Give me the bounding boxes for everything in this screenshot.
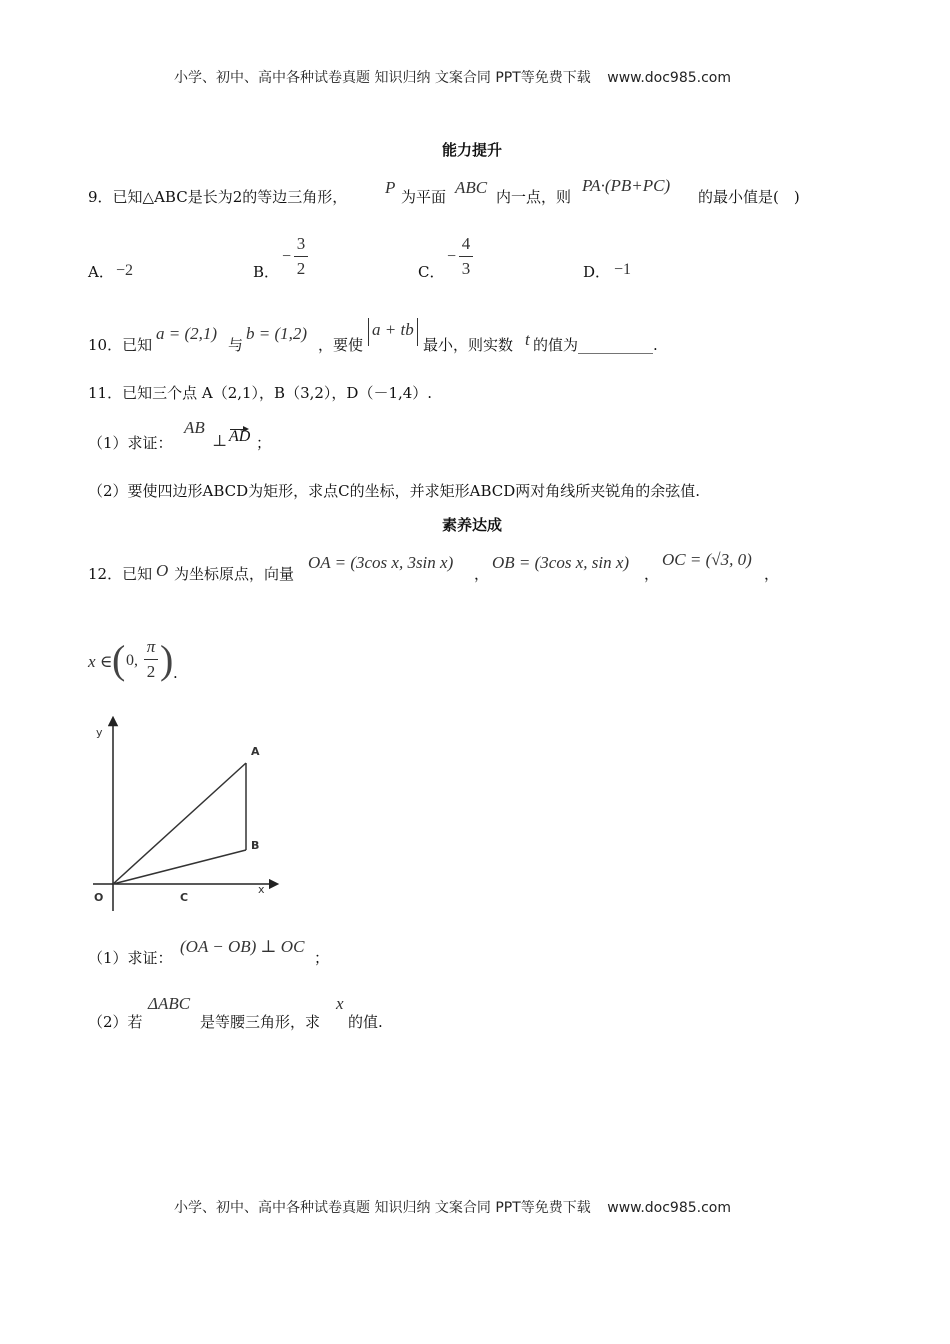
q12-part2-start: （2）若 — [88, 1013, 143, 1031]
fraction-bar — [459, 256, 473, 257]
footer-text: 小学、初中、高中各种试卷真题 知识归纳 文案合同 PPT等免费下载 — [174, 1200, 591, 1216]
left-paren: ( — [112, 637, 126, 682]
q9-option-b-sign: − — [282, 248, 292, 265]
q12-part1-end: ； — [314, 949, 330, 967]
q9-option-a-label: A． — [88, 263, 114, 281]
fig-a-label: A — [251, 745, 260, 758]
section-title-ability: 能力提升 — [442, 141, 503, 159]
q12-vector-oc: OC = (√3, 0) — [662, 550, 752, 569]
q10-variable-t: t — [525, 330, 530, 349]
q12-stem-start: 12．已知 — [88, 565, 153, 583]
fraction-bar — [294, 256, 308, 257]
q12-two: 2 — [146, 662, 156, 681]
section-title-literacy: 素养达成 — [442, 516, 503, 534]
q12-part2-isosceles: 是等腰三角形，求 — [200, 1013, 321, 1031]
q9-option-d-label: D． — [583, 263, 611, 281]
segment-oa — [113, 763, 246, 884]
q9-text-min: 的最小值是( ) — [698, 188, 800, 206]
q9-option-c-label: C． — [418, 263, 445, 281]
coordinate-figure — [86, 715, 286, 915]
q9-option-b-denominator: 2 — [296, 259, 306, 278]
q12-part1-label: （1）求证： — [88, 949, 173, 967]
fig-y-label: y — [96, 726, 103, 739]
q12-vector-ob: OB = (3cos x, sin x) — [492, 553, 630, 572]
q12-period: . — [173, 664, 178, 682]
q11-vector-ad — [229, 428, 250, 446]
q12-part1-expression: (OA − OB) ⊥ OC — [180, 937, 305, 956]
q11-vector-ab: AB — [184, 418, 205, 437]
q9-option-c-sign: − — [447, 248, 457, 265]
q9-option-b-numerator: 3 — [296, 234, 306, 253]
q12-triangle-abc: ΔABC — [148, 994, 191, 1013]
q9-point-p: P — [385, 178, 396, 197]
q9-expression: PA·(PB+PC) — [582, 176, 671, 195]
fig-o-label: O — [94, 891, 104, 904]
q12-comma-2: ， — [644, 565, 660, 583]
q12-interval-left: 0, — [126, 652, 138, 669]
q11-part1-end: ； — [256, 434, 272, 452]
fig-c-label: C — [180, 891, 189, 904]
q12-comma-3: ， — [764, 565, 780, 583]
fig-x-label: x — [258, 883, 265, 896]
q10-stem-start: 10．已知 — [88, 336, 153, 354]
footer-url: www.doc985.com — [607, 1200, 731, 1216]
q12-pi: π — [146, 637, 156, 656]
q10-text-min: 最小，则实数 — [423, 336, 514, 354]
q9-option-a-value: −2 — [116, 262, 134, 279]
q9-stem-start: 9．已知△ABC是长为2的等边三角形， — [88, 188, 348, 206]
q10-text-and: 与 — [228, 336, 244, 354]
q9-option-d-value: −1 — [614, 261, 632, 278]
page-header — [174, 67, 731, 87]
q9-text-inner: 内一点，则 — [496, 188, 572, 206]
q11-vector-ad-label: AD — [229, 428, 251, 445]
q10-abs-expression: a + tb — [368, 318, 418, 346]
q9-option-b-fraction — [294, 234, 308, 279]
q9-option-c-denominator: 3 — [461, 259, 471, 278]
fig-b-label: B — [251, 839, 260, 852]
right-paren: ) — [160, 637, 174, 682]
fraction-bar — [144, 659, 158, 660]
q10-text-make: ，要使 — [318, 336, 364, 354]
q9-abc: ABC — [455, 178, 488, 197]
q12-comma-1: ， — [474, 565, 490, 583]
header-text: 小学、初中、高中各种试卷真题 知识归纳 文案合同 PPT等免费下载 — [174, 70, 591, 86]
page-footer — [174, 1197, 731, 1217]
q12-vector-oa: OA = (3cos x, 3sin x) — [308, 553, 454, 572]
q11-part1-label: （1）求证： — [88, 434, 173, 452]
q12-text-vectors: 为坐标原点，向量 — [174, 565, 295, 583]
q9-option-b-label: B． — [253, 263, 280, 281]
q10-vector-a: a = (2,1) — [156, 324, 218, 343]
segment-ob — [113, 850, 246, 884]
q12-part2-end: 的值. — [348, 1013, 383, 1031]
q12-part2-x: x — [336, 994, 344, 1013]
q11-stem: 11．已知三个点 A（2,1），B（3,2），D（－1,4）. — [88, 384, 433, 402]
q11-perp: ⊥ — [212, 433, 228, 450]
q12-pi-over-2 — [144, 637, 158, 682]
q10-vector-b: b = (1,2) — [246, 324, 308, 343]
q9-text-plane: 为平面 — [401, 188, 447, 206]
q12-origin-o: O — [156, 561, 169, 580]
q12-x-in: x ∈ — [88, 652, 113, 671]
header-url: www.doc985.com — [607, 70, 731, 86]
q11-part2: （2）要使四边形ABCD为矩形，求点C的坐标，并求矩形ABCD两对角线所夹锐角的余弦值. — [88, 482, 701, 500]
q10-text-blank: 的值为__________. — [533, 336, 658, 354]
q9-option-c-numerator: 4 — [461, 234, 471, 253]
q9-option-c-fraction — [459, 234, 473, 279]
